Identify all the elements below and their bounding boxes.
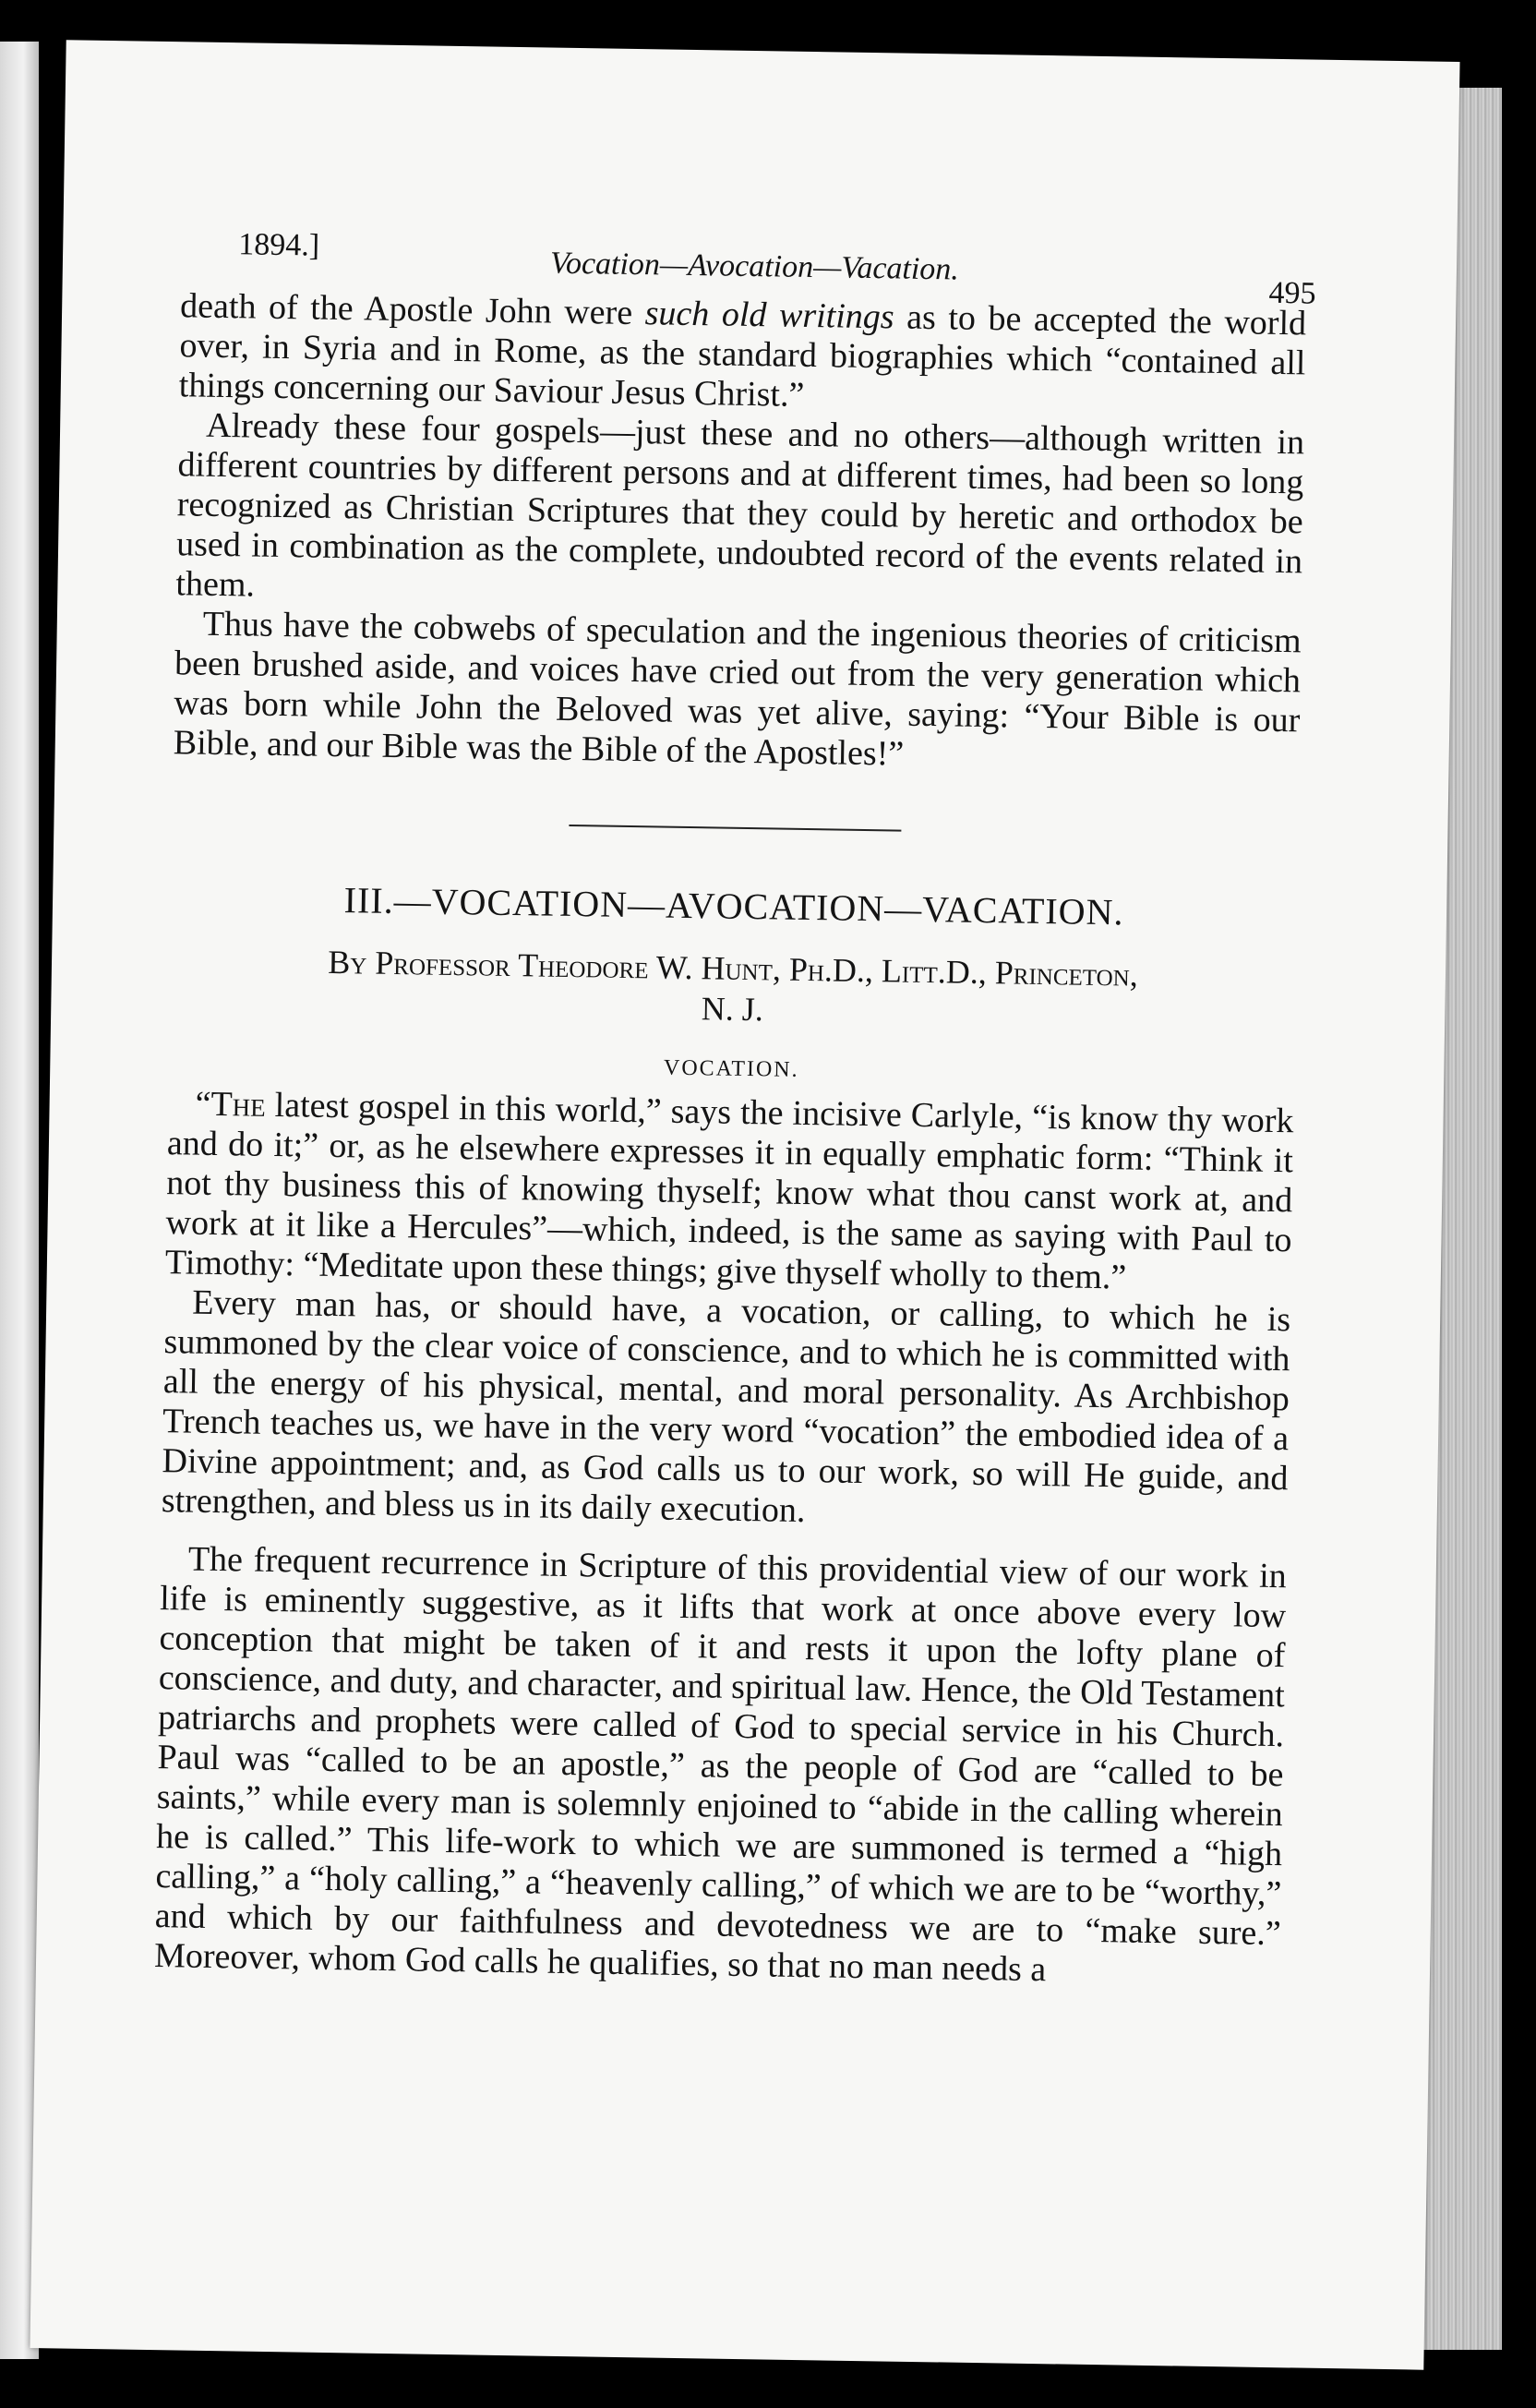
previous-article-ending [173,286,1306,780]
paragraph-text: latest gospel in this world,” says the incisive Carlyle, “is know thy work and do it;” or, as he elsewhere expresses it in equally emphatic form: “Think it not thy business this of knowing thyself; know what thou canst work at, and work at it like a Hercules”—which, indeed, is the same as saying with Paul to Timothy: “Meditate upon these things; give thyself wholly to them.” [164,1085,1294,1297]
section-divider [569,825,901,832]
book-page [30,40,1459,2369]
paragraph-text: death of the Apostle John were [179,286,646,333]
lead-word: “The [195,1084,267,1125]
page-number: 495 [1268,275,1316,311]
paragraph: Every man has, or should have, a vocation, or calling, to which he is summoned by the clear voice of conscience, and to which he is committed with all the energy of his physical, mental, and moral personality. As Archbishop Trench teaches us, we have in the very word “vocation” the embodied idea of a Divine appointment; and, as God calls us to our work, so will He guide, and strengthen, and bless us in its daily execution. [161,1282,1291,1531]
running-head-title: Vocation—Avocation—Vacation. [549,246,960,287]
article-byline [169,939,1296,1038]
emphasis-text: such old writings [644,294,894,337]
paragraph [165,1084,1294,1300]
paragraph: Already these four gospels—just these and no others—although written in different countries by different persons and at different times, had been so long recognized as Christian Scriptures that they could by heretic and orthodox be used in combination as the complete, undoubted record of the events related in them. [175,405,1305,605]
paragraph-continued [179,286,1307,423]
page-content [153,166,1316,1993]
paragraph-text: as to be accepted the world over, in Syria and in Rome, as the standard biographies which “contained all things concerning our Saviour Jesus Christ.” [178,297,1307,415]
paragraph: The frequent recurrence in Scripture of this providential view of our work in life is eminently suggestive, as it lifts that work at once above every low conception that might be taken of it and rests it upon the lofty plane of conscience, and duty, and character, and spiritual law. Hence, the Old Testament patriarchs and prophets were called of God to special service in his Church. Paul was “called to be an apostle,” as the people of God are “called to be saints,” while every man is solemnly enjoined to “abide in the calling wherein he is called.” This life-work to which we are summoned is termed a “high calling,” a “holy calling,” a “heavenly calling,” of which we are to be “worthy,” and which by our faithfulness and devotedness we are to “make sure.” Moreover, whom God calls he qualifies, so that no man needs a [153,1539,1288,1990]
left-page-edge [0,42,39,2359]
section-title: VOCATION. [663,1055,799,1082]
paragraph: Thus have the cobwebs of speculation and the ingenious theories of criticism been brushed aside, and voices have cried out from the very generation which was born while John the Beloved was yet alive, saying: “Your Bible is our Bible, and our Bible was the Bible of the Apostles!” [173,604,1302,774]
article-heading: III.—VOCATION—AVOCATION—VACATION. [343,879,1124,933]
byline-line: By Professor Theodore W. Hunt, Ph.D., Litt.D., Princeton, [327,943,1139,993]
running-head-year: 1894.] [237,227,320,263]
byline-line: N. J. [701,990,764,1029]
